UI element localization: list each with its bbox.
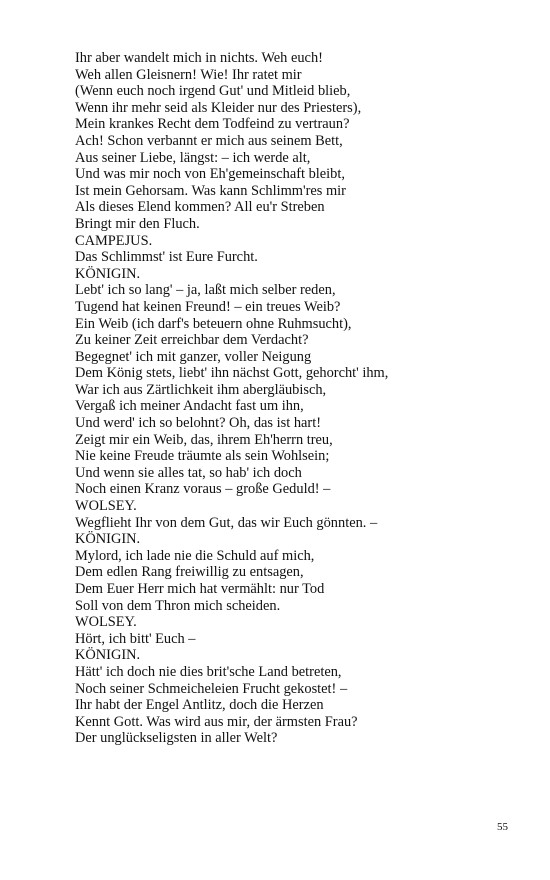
text-line: Ihr aber wandelt mich in nichts. Weh euch!: [75, 50, 323, 66]
text-line: Dem edlen Rang freiwillig zu entsagen,: [75, 564, 304, 581]
text-line: Bringt mir den Fluch.: [75, 215, 200, 232]
text-line: Mylord, ich lade nie die Schuld auf mich,: [75, 547, 315, 564]
text-line: Hört, ich bitt' Euch –: [75, 630, 196, 647]
text-line: Der unglückseligsten in aller Welt?: [75, 730, 278, 747]
text-line: Ist mein Gehorsam. Was kann Schlimm'res mir: [75, 182, 346, 199]
text-line: Dem König stets, liebt' ihn nächst Gott, gehorcht' ihm,: [75, 365, 389, 382]
text-line: Hätt' ich doch nie dies brit'sche Land betreten,: [75, 663, 342, 680]
text-line: Und werd' ich so belohnt? Oh, das ist hart!: [75, 415, 321, 432]
text-line: Ihr habt der Engel Antlitz, doch die Herzen: [75, 697, 324, 714]
text-line: War ich aus Zärtlichkeit ihm abergläubisch,: [75, 381, 327, 398]
text-line: Tugend hat keinen Freund! – ein treues Weib?: [75, 298, 341, 315]
page-number: 55: [497, 821, 508, 833]
text-line: Wegflieht Ihr von dem Gut, das wir Euch gönnten. –: [75, 514, 378, 531]
text-line: Weh allen Gleisnern! Wie! Ihr ratet mir: [75, 66, 302, 83]
text-line: Zeigt mir ein Weib, das, ihrem Eh'herrn treu,: [75, 431, 333, 448]
speaker-label: KÖNIGIN.: [75, 531, 141, 548]
text-line: Aus seiner Liebe, längst: – ich werde alt,: [75, 149, 311, 166]
speaker-label: CAMPEJUS.: [75, 232, 153, 249]
text-line: Wenn ihr mehr seid als Kleider nur des Priesters),: [75, 99, 362, 116]
text-line: Das Schlimmst' ist Eure Furcht.: [75, 249, 258, 266]
speaker-label: WOLSEY.: [75, 614, 137, 631]
text-line: Und was mir noch von Eh'gemeinschaft bleibt,: [75, 166, 345, 183]
text-line: Lebt' ich so lang' – ja, laßt mich selber reden,: [75, 282, 336, 299]
text-line: Und wenn sie alles tat, so hab' ich doch: [75, 464, 302, 481]
text-line: Noch einen Kranz voraus – große Geduld! –: [75, 481, 331, 498]
text-line: (Wenn euch noch irgend Gut' und Mitleid blieb,: [75, 83, 351, 100]
speaker-label: KÖNIGIN.: [75, 265, 141, 282]
text-line: Dem Euer Herr mich hat vermählt: nur Tod: [75, 581, 325, 597]
text-line: Ach! Schon verbannt er mich aus seinem Bett,: [75, 132, 343, 149]
text-line: Begegnet' ich mit ganzer, voller Neigung: [75, 348, 312, 365]
text-line: Soll von dem Thron mich scheiden.: [75, 597, 281, 614]
text-line: Ein Weib (ich darf's beteuern ohne Ruhmsucht),: [75, 315, 352, 332]
text-line: Nie keine Freude träumte als sein Wohlsein;: [75, 448, 330, 465]
text-line: Kennt Gott. Was wird aus mir, der ärmsten Frau?: [75, 713, 358, 730]
speaker-label: WOLSEY.: [75, 498, 137, 515]
text-line: Mein krankes Recht dem Todfeind zu vertraun?: [75, 116, 350, 133]
text-line: Noch seiner Schmeicheleien Frucht gekostet! –: [75, 680, 348, 697]
text-line: Zu keiner Zeit erreichbar dem Verdacht?: [75, 332, 309, 349]
text-line: Als dieses Elend kommen? All eu'r Streben: [75, 199, 325, 216]
page-text: [75, 50, 515, 747]
text-line: Vergaß ich meiner Andacht fast um ihn,: [75, 398, 304, 415]
speaker-label: KÖNIGIN.: [75, 647, 141, 664]
